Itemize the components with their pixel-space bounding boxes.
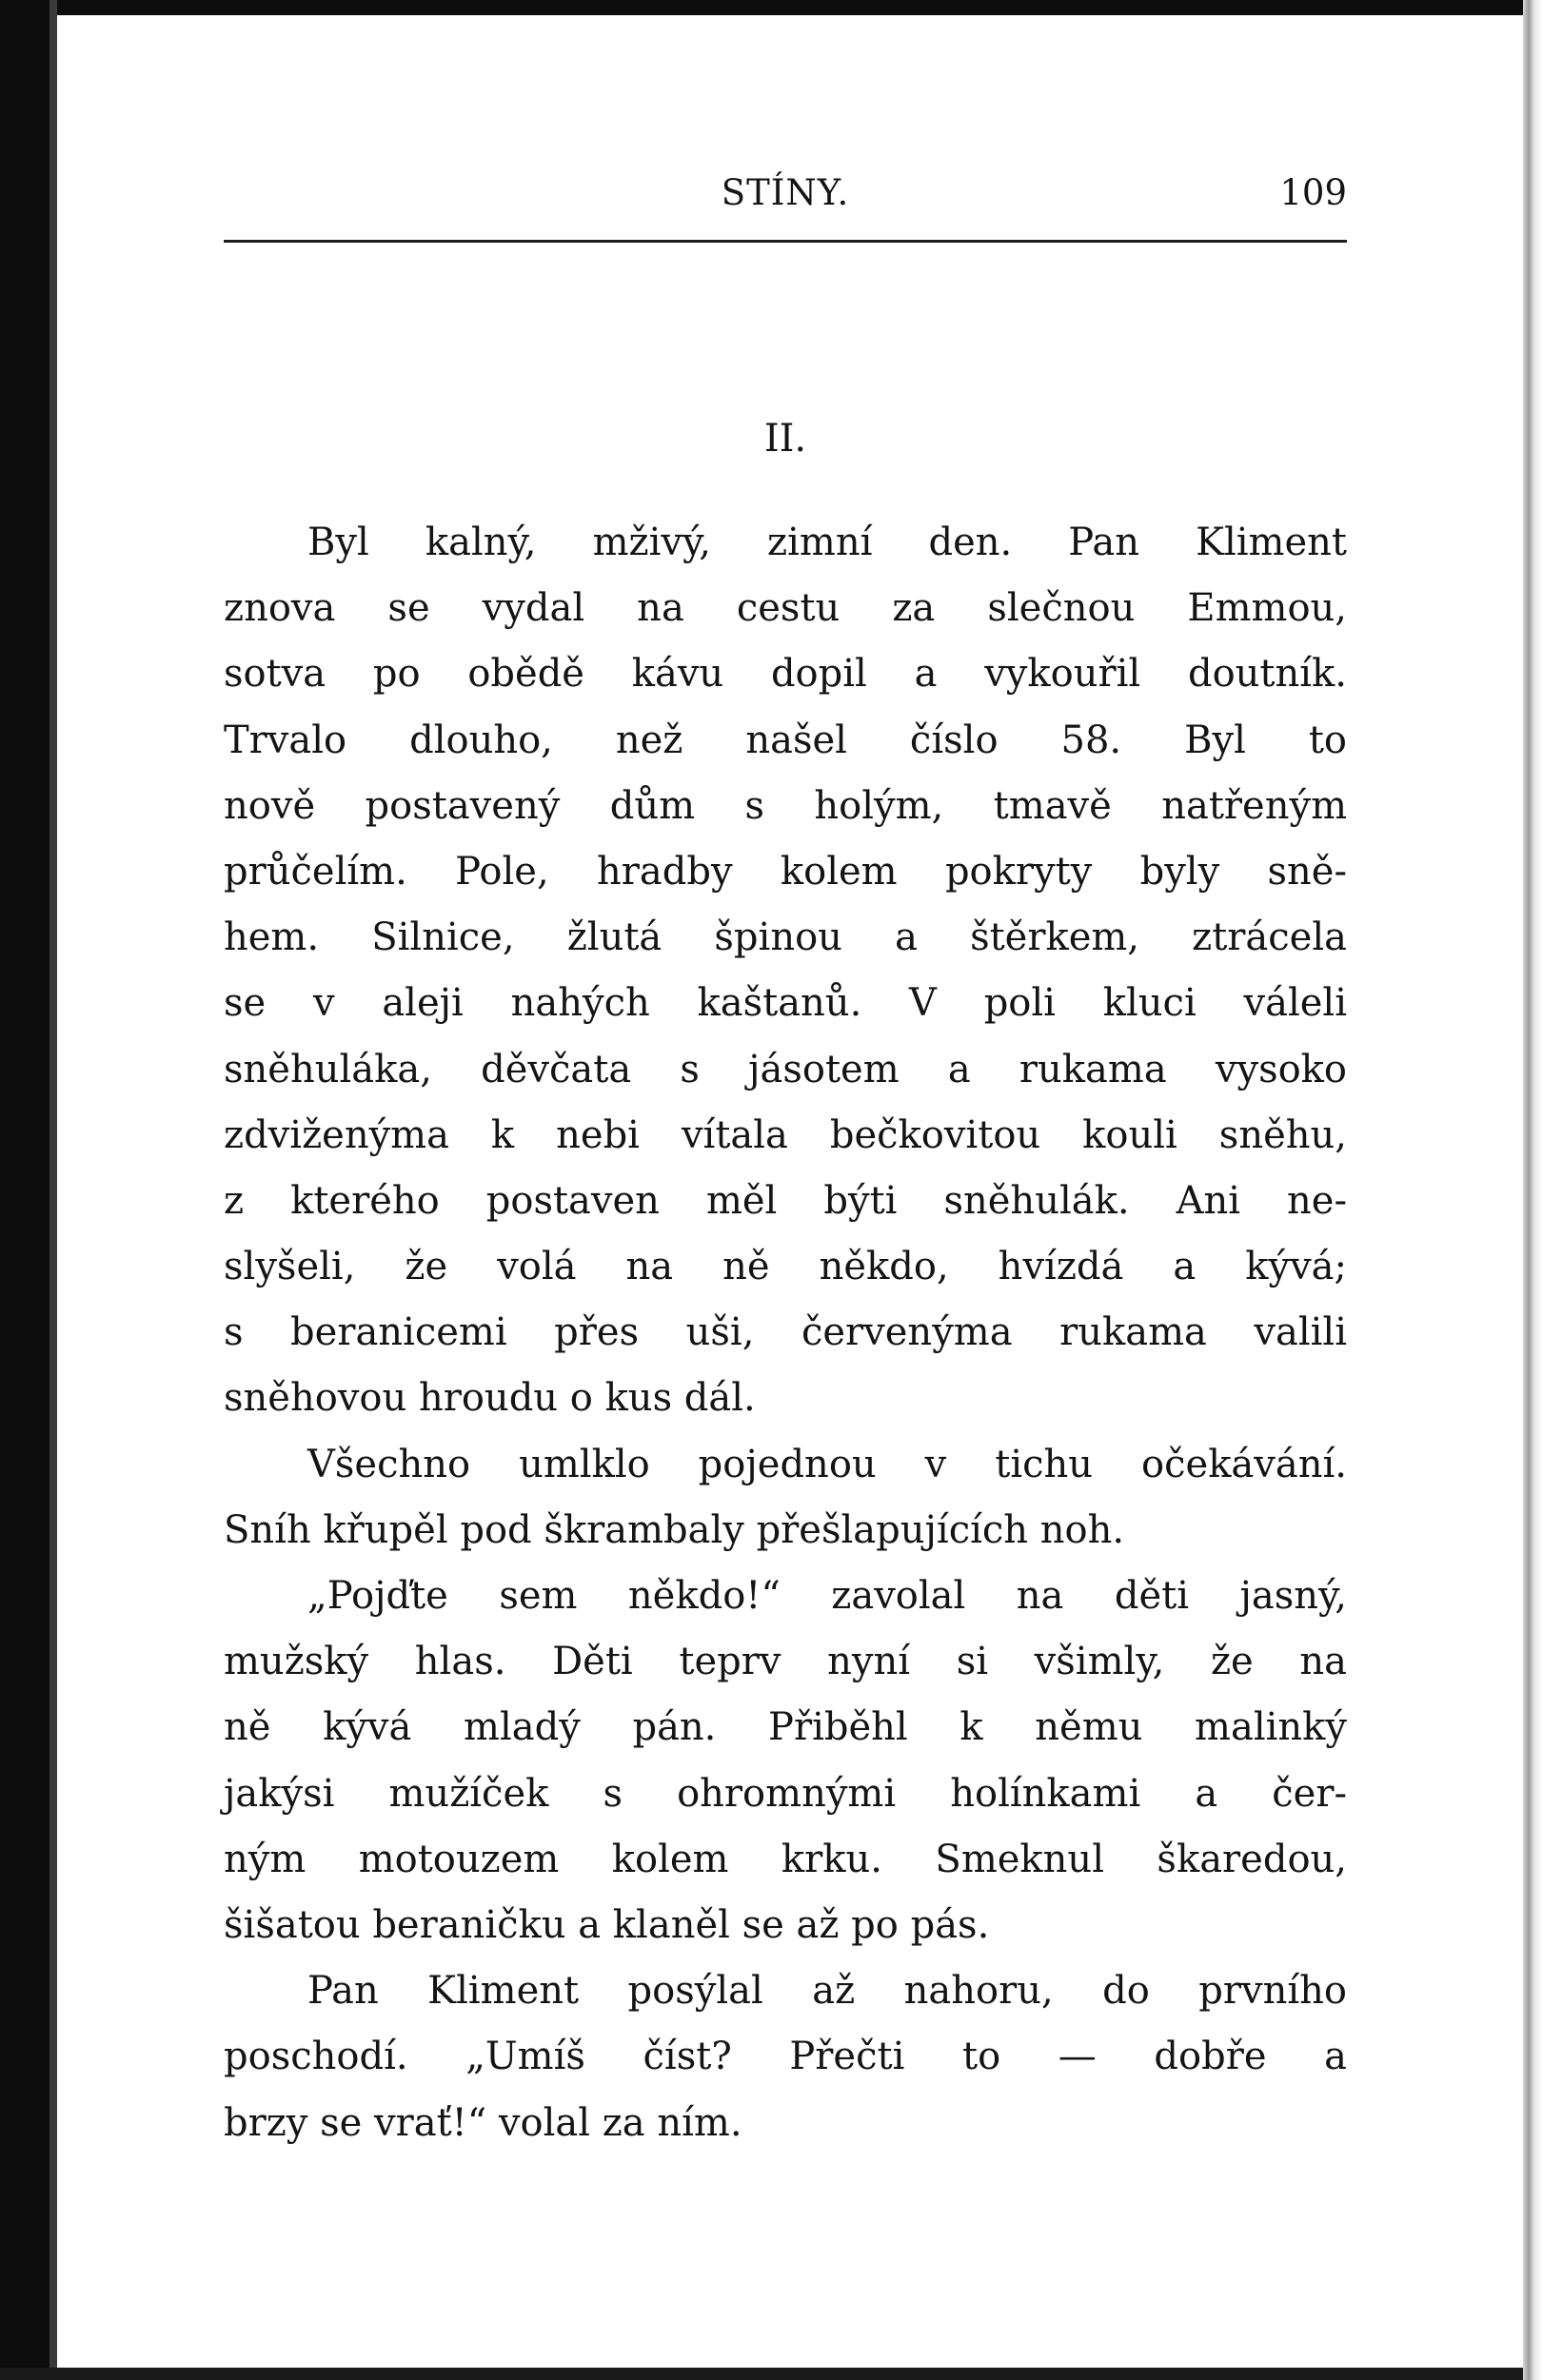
text-line: Všechno umlklo pojednou v tichu očekávání.	[307, 1442, 1347, 1486]
page-edge-right	[1523, 0, 1543, 2380]
running-title: STÍNY.	[721, 172, 850, 213]
text-line: Pan Kliment posýlal až nahoru, do prvního	[307, 1969, 1347, 2014]
scan-border-left	[0, 0, 49, 2380]
text-line: nově postavený dům s holým, tmavě natřeným	[224, 783, 1347, 828]
page-number: 109	[1279, 172, 1347, 213]
text-line: průčelím. Pole, hradby kolem pokryty byly sně-	[224, 849, 1347, 894]
text-line: s beranicemi přes uši, červenýma rukama valili	[224, 1310, 1347, 1355]
text-line: hem. Silnice, žlutá špinou a štěrkem, ztrácela	[224, 915, 1347, 960]
chapter-number: II.	[763, 417, 807, 461]
text-line: sotva po obědě kávu dopil a vykouřil doutník.	[224, 652, 1347, 697]
text-line: ně kývá mladý pán. Přiběhl k němu malinký	[224, 1705, 1347, 1750]
scan-border-bottom	[0, 2368, 1543, 2380]
header-rule	[224, 240, 1347, 243]
text-line: se v aleji nahých kaštanů. V poli kluci váleli	[224, 981, 1347, 1026]
text-line: Trvalo dlouho, než našel číslo 58. Byl to	[224, 718, 1347, 762]
text-line: šišatou beraničku a klaněl se až po pás.	[224, 1902, 990, 1947]
text-line: z kterého postaven měl býti sněhulák. Ani ne-	[224, 1178, 1347, 1223]
text-line: Sníh křupěl pod škrambaly přešlapujících noh.	[224, 1507, 1125, 1552]
book-page	[57, 15, 1523, 2368]
text-line: sněhovou hroudu o kus dál.	[224, 1376, 756, 1421]
scan-border-top	[0, 0, 1543, 15]
text-line: Byl kalný, mživý, zimní den. Pan Kliment	[307, 521, 1347, 564]
text-line: sněhuláka, děvčata s jásotem a rukama vysoko	[224, 1047, 1347, 1092]
running-head	[224, 172, 1347, 220]
text-line: poschodí. „Umíš číst? Přečti to — dobře a	[224, 2035, 1347, 2079]
scan-border-left-shadow	[49, 0, 57, 2380]
text-line: zdviženýma k nebi vítala bečkovitou kouli sněhu,	[224, 1112, 1347, 1157]
text-line: ným motouzem kolem krku. Smeknul škaredou,	[224, 1837, 1347, 1881]
text-line: znova se vydal na cestu za slečnou Emmou,	[224, 586, 1347, 631]
text-line: „Pojďte sem někdo!“ zavolal na děti jasný,	[307, 1574, 1347, 1618]
body-text	[224, 510, 1347, 2156]
text-line: slyšeli, že volá na ně někdo, hvízdá a kývá;	[224, 1245, 1347, 1289]
text-line: jakýsi mužíček s ohromnými holínkami a čer-	[224, 1771, 1347, 1816]
text-line: brzy se vrať!“ volal za ním.	[224, 2100, 742, 2145]
text-line: mužský hlas. Děti teprv nyní si všimly, že na	[224, 1640, 1347, 1684]
